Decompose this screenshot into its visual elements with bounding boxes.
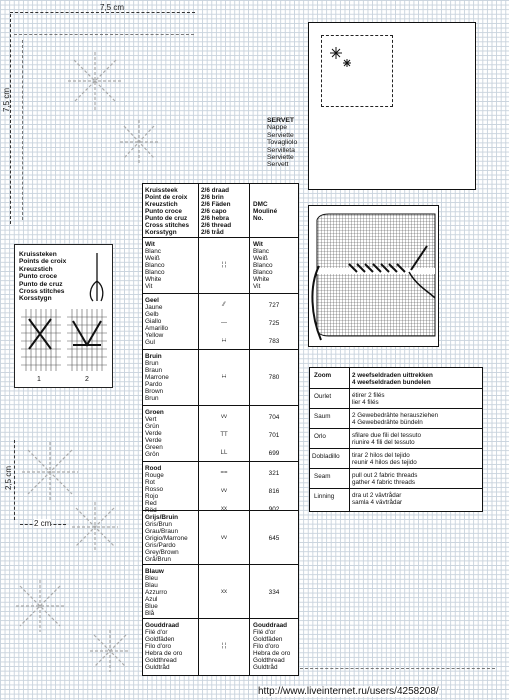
row-grijs-bruin: Grijs/Bruin Gris/Brun Grau/Braun Grigio/Marrone Gris/Pardo Grey/Brown Grå/Brun vv 645 — [143, 510, 298, 565]
row-bruin: Bruin Brun Braun Marrone Pardo Brown Brun ∺ 780 — [143, 349, 298, 406]
row-gouddraad: Gouddraad Filé d'or Goldfäden Filo d'oro Hebra de oro Goldthread Guldtråd ¦ ¦ Gouddraad Filé d'or Goldfäden Filo d'oro Hebra de oro Goldthread Guldtråd — [143, 618, 298, 675]
zoom-row-ourlet: Ourlet étirer 2 filés lier 4 filés — [310, 388, 482, 409]
zoom-row-orlo: Orlo sfilare due fili del tessuto riunire 4 fili del tessuto — [310, 428, 482, 449]
dmc-701: 701 — [268, 432, 280, 439]
width-dimension-label: 7,5 cm — [100, 3, 125, 12]
snowflake-motif-6 — [88, 628, 132, 674]
zoom-row-dobladillo: Dobladillo tirar 2 hilos del tejido reunir 4 hilos des tejido — [310, 448, 482, 469]
header-stitch: Kruissteek Point de croix Kreuzstich Punto croce Punto de cruz Cross stitches Korsstygn — [145, 187, 190, 236]
snowflake-motif-3 — [20, 440, 80, 504]
header-thread: 2/6 draad 2/6 brin 2/6 Fäden 2/6 capo 2/6 hebra 2/6 thread 2/6 tråd — [201, 187, 232, 236]
symbol-334: xx — [221, 589, 227, 595]
dmc-780: 780 — [268, 374, 280, 381]
dmc-727: 727 — [268, 302, 280, 309]
dmc-725: 725 — [268, 320, 280, 327]
symbol-704: vv — [221, 414, 227, 420]
snowflake-motif-5 — [14, 578, 66, 634]
row-geel: Geel Jaune Gelb Giallo Amarillo Yellow Gul ⁄⁄ — ∺ 727 725 783 — [143, 293, 298, 350]
napkin-star-motif — [327, 45, 357, 71]
symbol-699: LL — [220, 450, 228, 456]
row-rood: Rood Rouge Rot Rosso Rojo Red Röd == vv xx 321 816 902 — [143, 461, 298, 518]
zoom-row-saum: Saum 2 Gewebedrähte herausziehen 4 Gewebedrähte bündeln — [310, 408, 482, 429]
zoom-row-linning: Linning dra ut 2 vävtrådar samla 4 vävtrådar — [310, 488, 482, 511]
dmc-699: 699 — [268, 450, 280, 457]
symbol-gouddraad: ¦ ¦ — [221, 643, 227, 649]
guide-line-top — [14, 34, 194, 35]
symbol-780: ∺ — [221, 374, 227, 380]
small-height-dimension-line — [14, 440, 15, 520]
dmc-704: 704 — [268, 414, 280, 421]
small-height-dimension-label: 2,5 cm — [4, 465, 13, 490]
servet-title: SERVET — [267, 117, 295, 124]
symbol-902: xx — [221, 506, 227, 512]
height-dimension-line — [10, 14, 11, 224]
snowflake-motif-4 — [70, 500, 120, 554]
snowflake-motif-2 — [118, 118, 160, 166]
symbol-725: — — [221, 320, 227, 326]
row-groen: Groen Vert Grün Verde Verde Green Grön vv TT LL 704 701 699 — [143, 405, 298, 462]
zoom-header-label: Zoom — [314, 372, 332, 379]
source-url-link[interactable]: http://www.liveinternet.ru/users/4258208/ — [258, 686, 439, 697]
zoom-row-seam: Seam pull out 2 fabric threads gather 4 fabric threads — [310, 468, 482, 489]
color-key-table — [142, 183, 299, 676]
hem-instructions-table — [309, 367, 483, 512]
symbol-727: ⁄⁄ — [222, 302, 225, 308]
symbol-321: == — [220, 470, 228, 476]
dmc-816: 816 — [268, 488, 280, 495]
symbol-783: ∺ — [221, 338, 227, 344]
dmc-334: 334 — [268, 589, 280, 596]
stitch-diagram-1 — [21, 309, 61, 371]
symbol-645: vv — [221, 535, 227, 541]
needle-thread-icon — [85, 251, 109, 303]
diagram-label-1: 1 — [37, 376, 41, 383]
guide-line-left — [22, 40, 23, 220]
fabric-weave-drawing — [309, 206, 438, 346]
hem-stitch-illustration — [308, 205, 439, 347]
servet-label: SERVET Nappe Serviette Tovagliolo Servilleta Serviette Servett — [267, 117, 298, 169]
symbol-816: vv — [221, 488, 227, 494]
stitch-legend — [14, 244, 113, 388]
row-wit: Wit Blanc Weiß Blanco Blanco White Vit ¦ ¦ Wit Blanc Weiß Blanco Blanco White Vit — [143, 237, 298, 294]
symbol-701: TT — [220, 432, 228, 438]
width-dimension-line — [10, 12, 195, 13]
stitch-diagram-2 — [67, 309, 107, 371]
small-width-dimension-label: 2 cm — [34, 519, 52, 528]
guide-line-bottom — [300, 668, 495, 669]
height-dimension-label: 7,5 cm — [2, 87, 11, 112]
header-dmc: DMC Mouliné No. — [253, 201, 278, 222]
dmc-321: 321 — [268, 470, 280, 477]
napkin-illustration — [308, 22, 476, 190]
dmc-783: 783 — [268, 338, 280, 345]
snowflake-motif-1 — [66, 50, 124, 112]
row-blauw: Blauw Bleu Blau Azzurro Azul Blue Blå xx 334 — [143, 564, 298, 619]
symbol-wit: ¦ ¦ — [221, 262, 227, 268]
dmc-645: 645 — [268, 535, 280, 542]
legend-text: Kruissteken Points de croix Kreuzstich Punto croce Punto de cruz Cross stitches Korsstygn — [19, 251, 67, 303]
diagram-label-2: 2 — [85, 376, 89, 383]
zoom-header-text: 2 weefseldraden uittrekken 4 weefseldraden bundelen — [352, 372, 433, 386]
dmc-902: 902 — [268, 506, 280, 513]
